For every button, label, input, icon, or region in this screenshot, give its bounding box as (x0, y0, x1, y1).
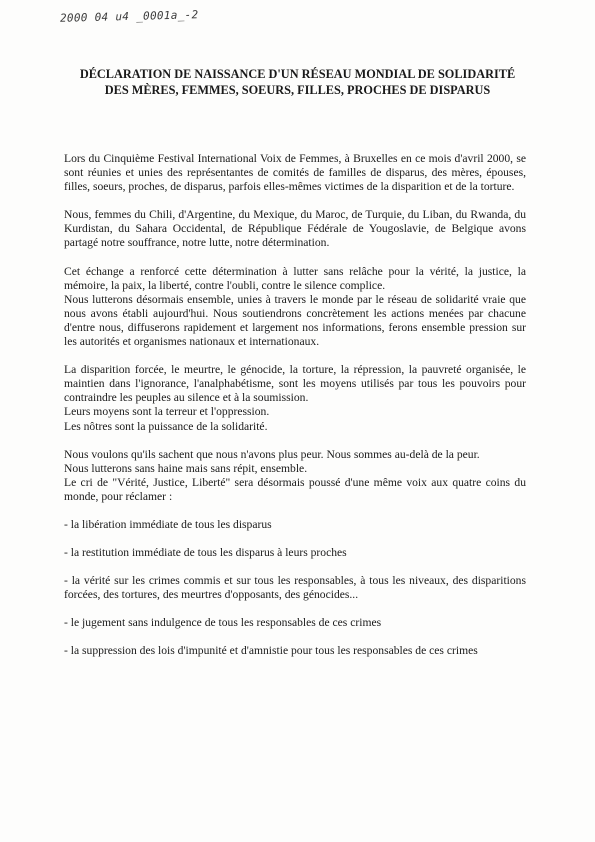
paragraph-line: Nous voulons qu'ils sachent que nous n'avons plus peur. Nous sommes au-delà de la peur. (64, 447, 480, 461)
paragraph-line: Cet échange a renforcé cette détermination à lutter sans relâche pour la vérité, la justice, la mémoire, la paix, la liberté, contre l'oubli, contre le silence complice. (64, 264, 526, 292)
demand-item: - la suppression des lois d'impunité et d'amnistie pour tous les responsables de ces crimes (64, 644, 478, 658)
demand-item: - la libération immédiate de tous les disparus (64, 517, 272, 531)
demand-item: - la restitution immédiate de tous les disparus à leurs proches (64, 546, 347, 560)
paragraph-line: Le cri de "Vérité, Justice, Liberté" sera désormais poussé d'une même voix aux quatre coins du monde, pour réclamer : (64, 475, 526, 503)
paragraph-line: Lors du Cinquième Festival International Voix de Femmes, à Bruxelles en ce mois d'avril 2000, se sont réunies et unies des représentantes de comités de familles de disparus, des mères, épouses, filles, soeurs, proches, de disparus, parfois elles-mêmes victimes de la disparition et de la torture. (64, 152, 526, 194)
paragraph-line: Leurs moyens sont la terreur et l'oppression. (64, 405, 270, 419)
paragraph-women (64, 208, 526, 250)
declaration-body (64, 152, 526, 673)
demand-item: - le jugement sans indulgence de tous les responsables de ces crimes (64, 616, 382, 630)
paragraph-determination (64, 265, 526, 350)
handwritten-reference: 2000 04 u4 _0001a_-2 (59, 8, 199, 25)
paragraph-line: Les nôtres sont la puissance de la solidarité. (64, 419, 268, 433)
paragraph-no-fear (64, 448, 526, 504)
paragraph-intro (64, 152, 526, 194)
paragraph-oppression (64, 363, 526, 433)
declaration-title: DÉCLARATION DE NAISSANCE D'UN RÉSEAU MONDIAL DE SOLIDARITÉ DES MÈRES, FEMMES, SOEURS, FILLES, PROCHES DE DISPARUS (79, 67, 516, 97)
paragraph-line: Nous, femmes du Chili, d'Argentine, du Mexique, du Maroc, de Turquie, du Liban, du Rwanda, du Kurdistan, du Sahara Occidental, de République Fédérale de Yougoslavie, de Belgique avons partagé notre souffrance, notre lutte, notre détermination. (64, 208, 526, 250)
demand-item: - la vérité sur les crimes commis et sur tous les responsables, à tous les niveaux, des disparitions forcées, des tortures, des meurtres d'opposants, des génocides... (64, 574, 526, 602)
paragraph-line: Nous lutterons sans haine mais sans répit, ensemble. (64, 461, 308, 475)
paragraph-line: La disparition forcée, le meurtre, le génocide, la torture, la répression, la pauvreté organisée, le maintien dans l'ignorance, l'analphabétisme, sont les moyens utilisés par tous les pouvoirs pour contraindre les peuples au silence et à la soumission. (64, 363, 526, 405)
paragraph-line: Nous lutterons désormais ensemble, unies à travers le monde par le réseau de solidarité vraie que nous avons établi aujourd'hui. Nous soutiendrons concrètement les actions menées par chacune d'entre nous, diffuserons rapidement et largement nos informations, ferons ensemble pression sur les autorités et organismes nationaux et internationaux. (64, 292, 526, 349)
